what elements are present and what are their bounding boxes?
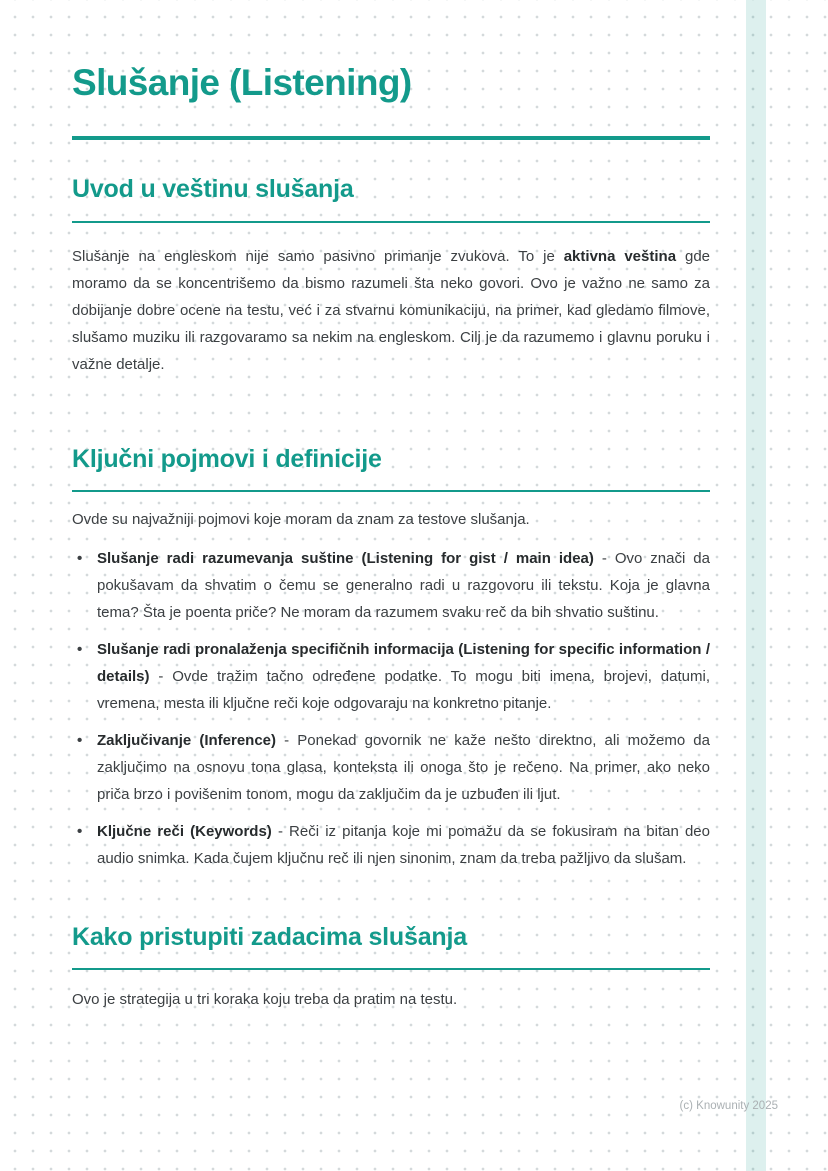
page-edge-stripe [746, 0, 766, 1171]
section-divider [72, 221, 710, 223]
term-definition: - Ovo znači da pokušavam da shvatim o čemu se generalno radi u razgovoru ili tekstu. Koja je glavna tema? Šta je poenta priče? Ne moram da razumem svaku reč da bih shvatio suštinu. [97, 550, 710, 621]
term-definition: - Ovde tražim tačno određene podatke. To mogu biti imena, brojevi, datumi, vremena, mesta ili ključne reči koje odgovaraju na konkretno pitanje. [97, 668, 710, 712]
term-name: Slušanje radi razumevanja suštine (Listening for gist / main idea) [97, 550, 594, 567]
section-heading: Kako pristupiti zadacima slušanja [72, 923, 467, 951]
list-item [72, 636, 710, 717]
section-intro-text: Ovde su najvažniji pojmovi koje moram da znam za testove slušanja. [72, 511, 530, 528]
page-title: Slušanje (Listening) [72, 62, 412, 103]
section-key-terms [72, 444, 710, 872]
title-divider [72, 136, 710, 140]
footer-credit: (c) Knowunity 2025 [679, 1100, 778, 1112]
section-heading: Ključni pojmovi i definicije [72, 445, 382, 473]
section-strategy [72, 922, 710, 1013]
list-item [72, 818, 710, 872]
list-item [72, 727, 710, 808]
term-name: Slušanje radi pronalaženja specifičnih informacija (Listening for specific information / details) [97, 641, 710, 685]
key-terms-list [72, 545, 710, 872]
page-content [72, 0, 710, 1013]
term-definition: - Reči iz pitanja koje mi pomažu da se fokusiram na bitan deo audio snimka. Kada čujem ključnu reč ili njen sinonim, znam da treba pažljivo da slušam. [97, 823, 710, 867]
section-intro-text: Ovo je strategija u tri koraka koju treba da pratim na testu. [72, 991, 458, 1008]
section-intro-to-listening [72, 174, 710, 378]
paragraph-text: gde moramo da se koncentrišemo da bismo razumeli šta neko govori. Ovo je važno ne samo za dobijanje dobre ocene na testu, već i za stvarnu komunikaciju, na primer, kad gledamo filmove, slušamo muziku ili razgovaramo sa nekim na engleskom. Cilj je da razumemo i glavnu poruku i važne detalje. [72, 248, 710, 373]
paragraph-bold-text: aktivna veština [563, 248, 677, 265]
term-definition: - Ponekad govornik ne kaže nešto direktno, ali možemo da zaključimo na osnovu tona glasa, konteksta ili onoga što je rečeno. Na primer, ako neko priča brzo i povišenim tonom, mogu da zaključim da je uzbuđen ili ljut. [97, 732, 710, 803]
section-divider [72, 490, 710, 492]
section-divider [72, 968, 710, 970]
term-name: Ključne reči (Keywords) [97, 823, 272, 840]
term-name: Zaključivanje (Inference) [97, 732, 277, 749]
list-item [72, 545, 710, 626]
intro-paragraph [72, 243, 710, 378]
section-heading: Uvod u veštinu slušanja [72, 175, 354, 203]
paragraph-text: Slušanje na engleskom nije samo pasivno primanje zvukova. To je [72, 248, 564, 265]
